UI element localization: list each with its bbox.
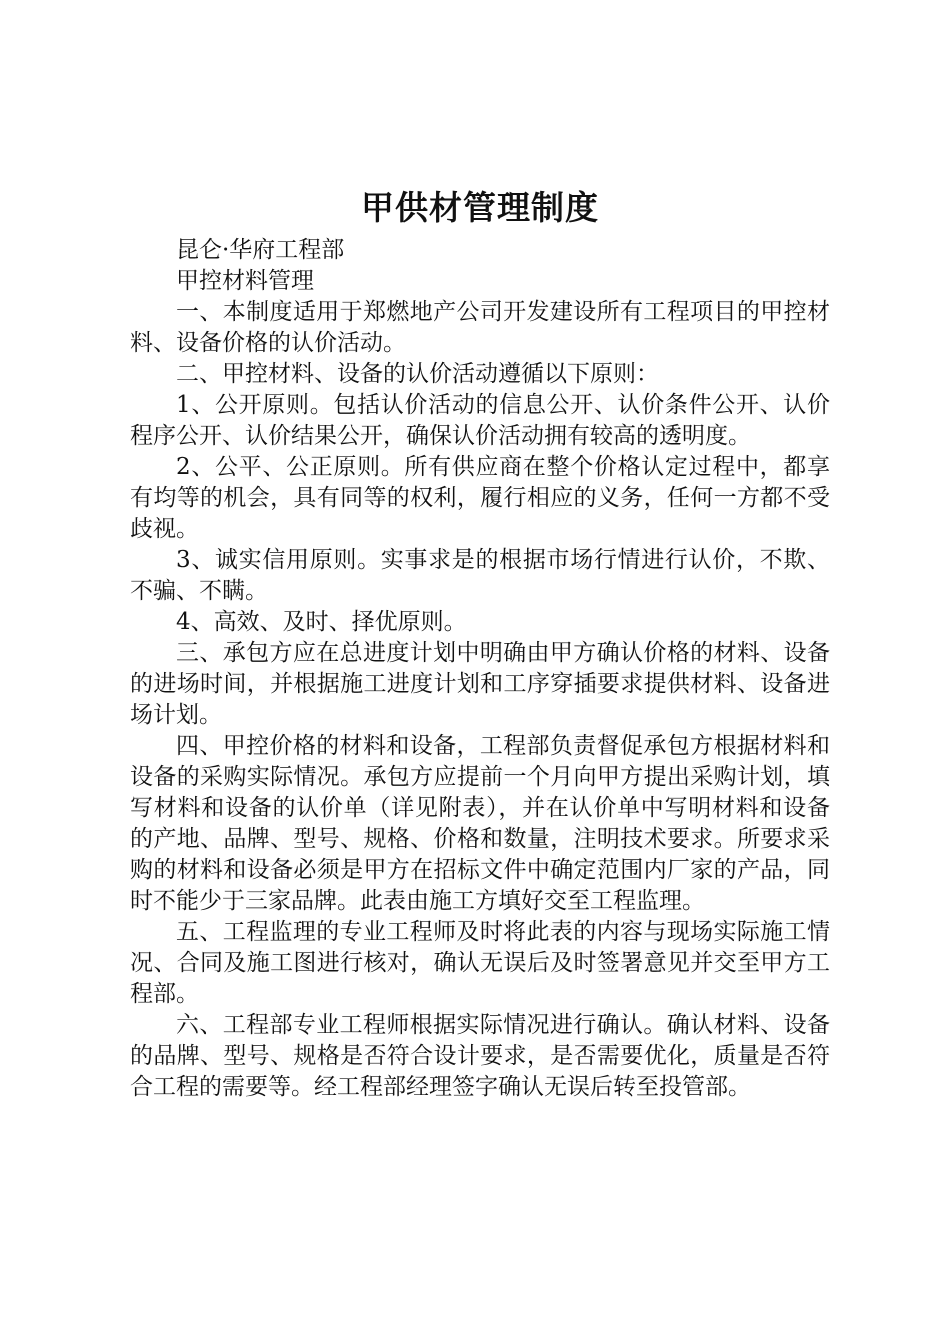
principle-4: 4、高效、及时、择优原则。 xyxy=(176,609,467,635)
paragraph-2: 二、甲控材料、设备的认价活动遵循以下原则： xyxy=(176,361,659,387)
document-page xyxy=(130,185,830,1103)
principle-3: 3、诚实信用原则。实事求是的根据市场行情进行认价，不欺、不骗、不瞒。 xyxy=(130,547,830,604)
paragraph-6: 六、工程部专业工程师根据实际情况进行确认。确认材料、设备的品牌、型号、规格是否符合设计要求，是否需要优化，质量是否符合工程的需要等。经工程部经理签字确认无误后转至投管部。 xyxy=(130,1012,830,1100)
principle-2: 2、公平、公正原则。所有供应商在整个价格认定过程中，都享有均等的机会，具有同等的权利，履行相应的义务，任何一方都不受歧视。 xyxy=(130,454,830,542)
department-line: 昆仑·华府工程部 xyxy=(176,237,345,263)
paragraph-5: 五、工程监理的专业工程师及时将此表的内容与现场实际施工情况、合同及施工图进行核对，确认无误后及时签署意见并交至甲方工程部。 xyxy=(130,919,830,1007)
section-heading: 甲控材料管理 xyxy=(176,268,314,294)
document-title: 甲供材管理制度 xyxy=(361,188,599,227)
principle-1: 1、公开原则。包括认价活动的信息公开、认价条件公开、认价程序公开、认价结果公开，确保认价活动拥有较高的透明度。 xyxy=(130,392,830,449)
paragraph-4: 四、甲控价格的材料和设备，工程部负责督促承包方根据材料和设备的采购实际情况。承包方应提前一个月向甲方提出采购计划，填写材料和设备的认价单（详见附表），并在认价单中写明材料和设备的产地、品牌、型号、规格、价格和数量，注明技术要求。所要求采购的材料和设备必须是甲方在招标文件中确定范围内厂家的产品，同时不能少于三家品牌。此表由施工方填好交至工程监理。 xyxy=(130,733,830,914)
paragraph-1: 一、本制度适用于郑燃地产公司开发建设所有工程项目的甲控材料、设备价格的认价活动。 xyxy=(130,299,830,356)
paragraph-3: 三、承包方应在总进度计划中明确由甲方确认价格的材料、设备的进场时间，并根据施工进度计划和工序穿插要求提供材料、设备进场计划。 xyxy=(130,640,830,728)
